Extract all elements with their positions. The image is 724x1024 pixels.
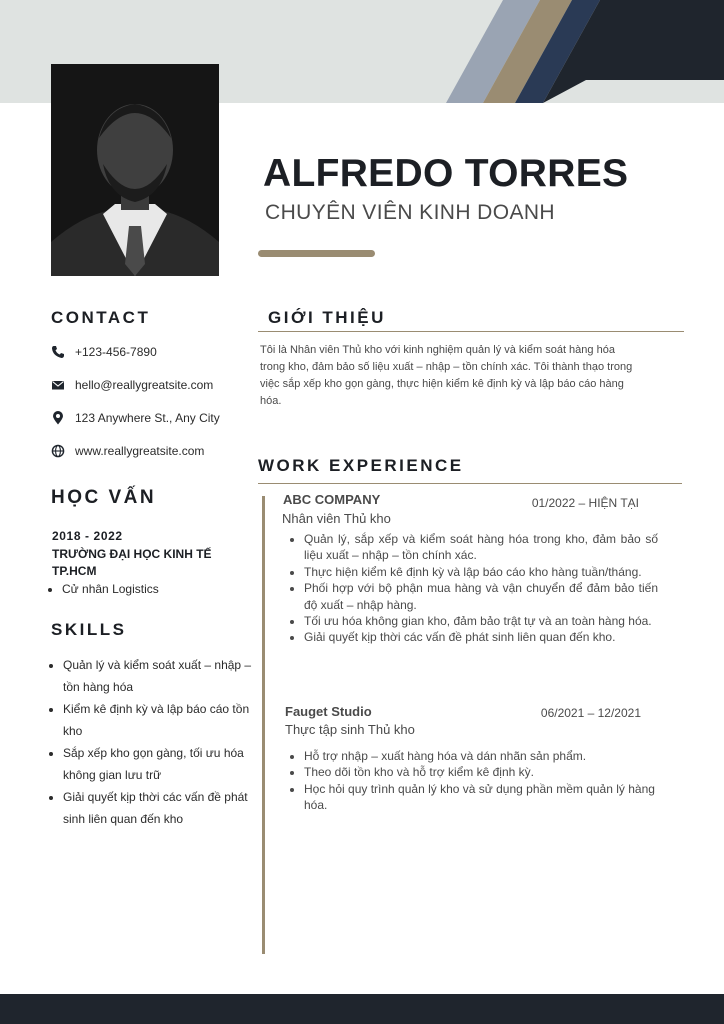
job-dates: 01/2022 – HIỆN TẠI	[531, 496, 639, 510]
job-role: Thực tập sinh Thủ kho	[285, 722, 415, 737]
job-bullet: • Giải quyết kịp thời các vấn đề phát sinh liên quan đến kho.	[304, 629, 658, 645]
job-bullet: • Thực hiện kiểm kê định kỳ và lập báo cáo kho hàng tuần/tháng.	[304, 564, 658, 580]
experience-timeline	[262, 496, 265, 954]
experience-heading: WORK EXPERIENCE	[258, 456, 464, 475]
street-address: 123 Anywhere St., Any City	[75, 411, 220, 425]
mail-icon	[51, 378, 65, 392]
job-company: ABC COMPANY	[283, 492, 381, 507]
education-years: 2018 - 2022	[52, 529, 123, 543]
intro-text: Tôi là Nhân viên Thủ kho với kinh nghiệm quản lý và kiểm soát hàng hóa trong kho, đảm bảo số liệu xuất – nhập – tồn chính xác. Tôi thành thạo trong việc sắp xếp kho gọn gàng, thực hiện kiểm kê định kỳ và lập báo cáo hàng hóa.	[260, 344, 633, 407]
job-title: CHUYÊN VIÊN KINH DOANH	[265, 201, 556, 224]
candidate-name: ALFREDO TORRES	[263, 152, 629, 195]
contact-website	[51, 442, 204, 460]
phone-icon	[51, 345, 65, 359]
job-bullets	[288, 748, 660, 814]
email-address: hello@reallygreatsite.com	[75, 378, 214, 392]
skills-list	[48, 654, 253, 830]
contact-heading: CONTACT	[51, 308, 151, 327]
footer-band	[0, 994, 724, 1024]
job-bullet: • Quản lý, sắp xếp và kiểm soát hàng hóa trong kho, đảm bảo số liệu xuất – nhập – tồn chính xác.	[304, 531, 658, 564]
location-pin-icon	[51, 411, 65, 425]
job-bullets	[288, 531, 658, 646]
contact-phone	[51, 343, 157, 361]
education-degree: • Cử nhân Logistics	[62, 582, 159, 596]
job-bullet: • Tối ưu hóa không gian kho, đảm bảo trật tự và an toàn hàng hóa.	[304, 613, 658, 629]
job-bullet: • Học hỏi quy trình quản lý kho và sử dụng phần mềm quản lý hàng hóa.	[304, 781, 660, 814]
job-role: Nhân viên Thủ kho	[282, 511, 391, 526]
skill-item: • Sắp xếp kho gọn gàng, tối ưu hóa không gian lưu trữ	[63, 742, 253, 786]
portrait-photo	[51, 64, 219, 276]
website-url: www.reallygreatsite.com	[75, 444, 205, 458]
intro-rule	[258, 331, 684, 332]
education-heading: HỌC VẤN	[51, 487, 157, 508]
education-school: TRƯỜNG ĐẠI HỌC KINH TẾ TP.HCM	[52, 547, 212, 578]
skills-heading: SKILLS	[51, 620, 127, 639]
job-bullet: • Hỗ trợ nhập – xuất hàng hóa và dán nhãn sản phẩm.	[304, 748, 660, 764]
contact-address	[51, 409, 220, 427]
skill-item: • Giải quyết kịp thời các vấn đề phát sinh liên quan đến kho	[63, 786, 253, 830]
job-dates: 06/2021 – 12/2021	[540, 706, 641, 720]
phone-number: +123-456-7890	[75, 345, 157, 359]
job-bullet: • Theo dõi tồn kho và hỗ trợ kiểm kê định kỳ.	[304, 764, 660, 780]
title-underline	[258, 250, 375, 257]
contact-email	[51, 376, 213, 394]
skill-item: • Kiểm kê định kỳ và lập báo cáo tồn kho	[63, 698, 253, 742]
job-company: Fauget Studio	[285, 704, 372, 719]
globe-icon	[51, 444, 65, 458]
job-bullet: • Phối hợp với bộ phận mua hàng và vận chuyển để đảm bảo tiến độ xuất – nhập hàng.	[304, 580, 658, 613]
experience-rule	[258, 483, 682, 484]
skill-item: • Quản lý và kiểm soát xuất – nhập – tồn hàng hóa	[63, 654, 253, 698]
intro-heading: GIỚI THIỆU	[268, 308, 386, 327]
education-degree-list	[48, 582, 159, 596]
